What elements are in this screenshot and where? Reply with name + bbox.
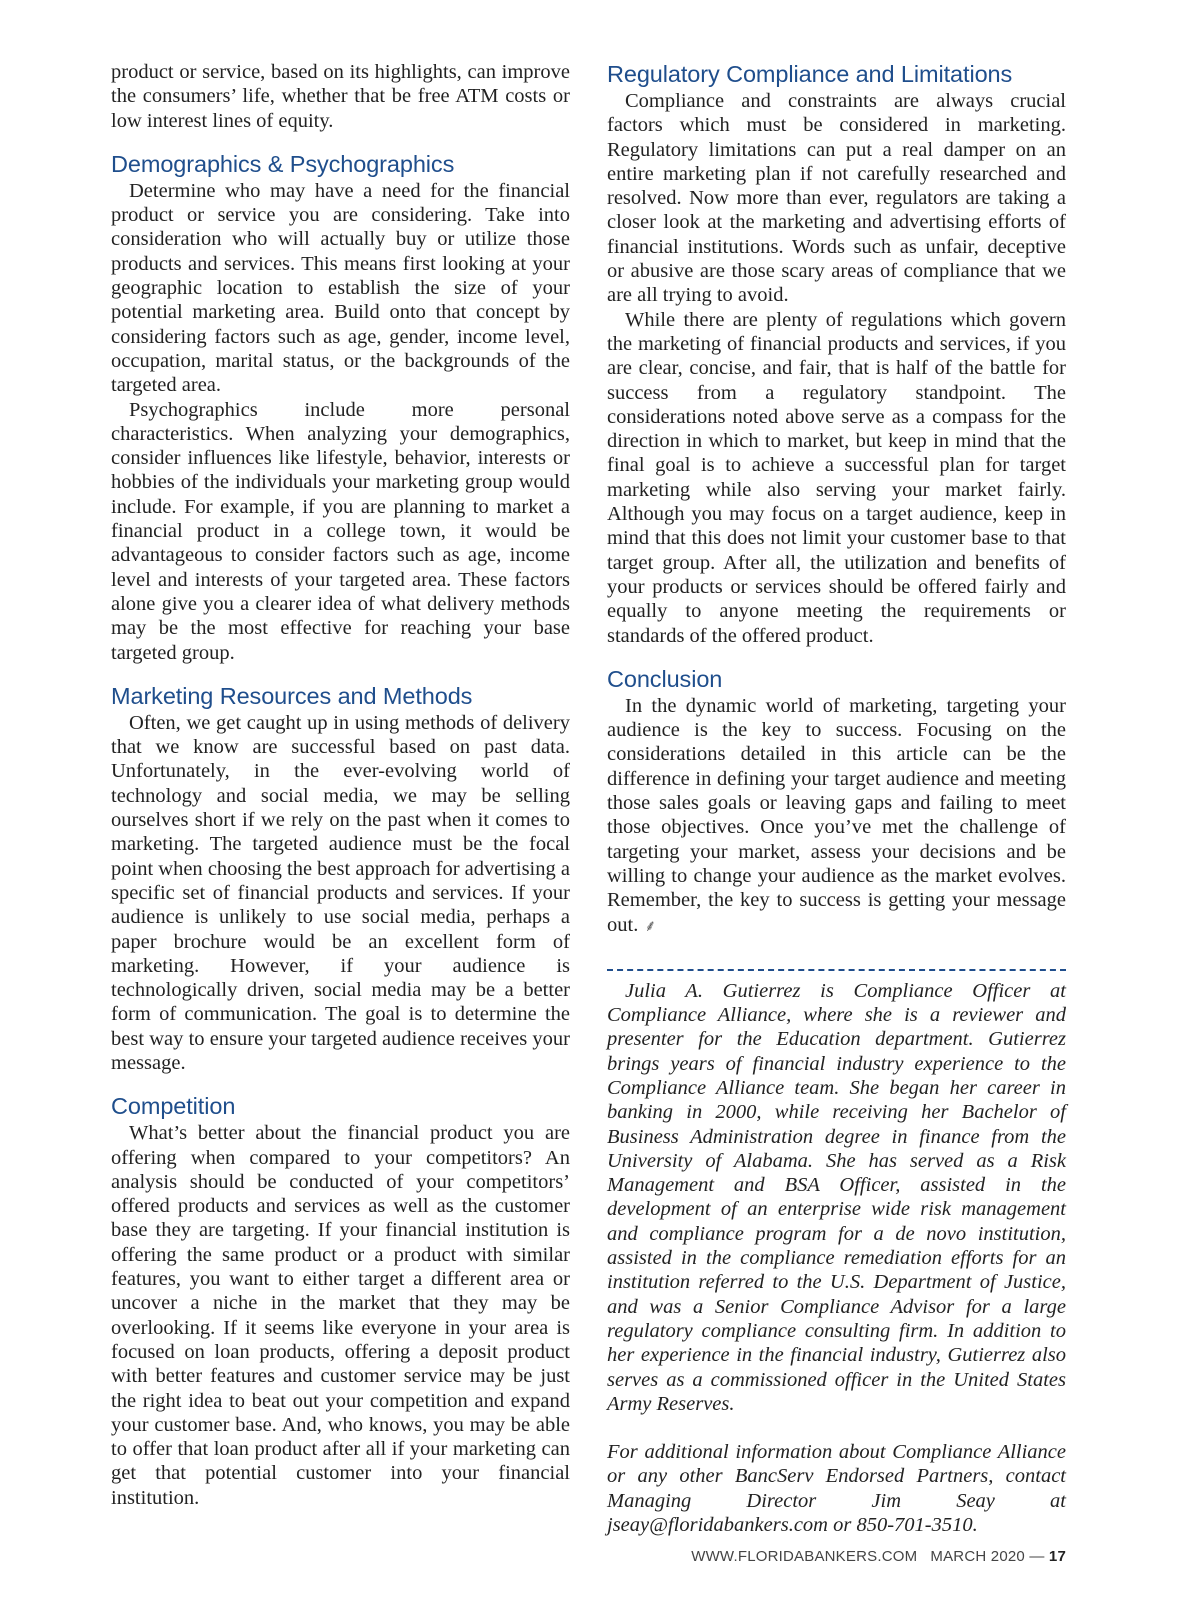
footer-website: WWW.FLORIDABANKERS.COM [691,1548,918,1565]
regulatory-paragraph-2: While there are plenty of regulations which govern the marketing of financial products and services, if you are clear, concise, and fair, that is half of the battle for success from a regulatory standpoint. The considerations noted above serve as a compass for the direction in which to market, but keep in mind that the final goal is to achieve a successful plan for target marketing while also serving your market fairly. Although you may focus on a target audience, keep in mind that this does not limit your customer base to that target group. After all, the utilization and benefits of your products or services should be offered fairly and equally to anyone meeting the requirements or standards of the offered product. [607,308,1066,647]
regulatory-paragraph-1: Compliance and constraints are always crucial factors which must be considered in marketing. Regulatory limitations can put a real damper on an entire marketing plan if not carefully researched and resolved. Now more than ever, regulators are taking a closer look at the marketing and advertising efforts of financial institutions. Words such as unfair, deceptive or abusive are those scary areas of compliance that we are all trying to avoid. [607,90,1066,307]
demographics-heading: Demographics & Psychographics [111,150,455,177]
intro-continued-paragraph: product or service, based on its highlights, can improve the consumers’ life, whether that be free ATM costs or low interest lines of equity. [111,61,570,132]
competition-paragraph-1: What’s better about the financial product you are offering when compared to your competitors? An analysis should be conducted of your competitors’ offered products and services as well as the customer base they are targeting. If your financial institution is offering the same product or a product with similar features, you want to either target a different area or uncover a niche in the market that they may be overlooking. If it seems like everyone in your area is focused on loan products, offering a deposit product with better features and customer service may be just the right idea to beat out your competition and expand your customer base. And, who knows, you may be able to offer that loan product after all if your marketing can get that potential customer into your financial institution. [111,1122,570,1509]
conclusion-heading: Conclusion [607,665,723,692]
page-number: 17 [1048,1548,1066,1565]
right-column [607,60,1066,1537]
demographics-paragraph-1: Determine who may have a need for the financial product or service you are considering. Take into consideration who will actually buy or utilize those products and services. This means first looking at your geographic location to establish the size of your potential marketing area. Build onto that concept by considering factors such as age, gender, income level, occupation, marital status, or the backgrounds of the targeted area. [111,179,570,397]
regulatory-heading: Regulatory Compliance and Limitations [607,61,1013,87]
competition-heading: Competition [111,1093,236,1120]
footer-issue-date: MARCH 2020 [930,1548,1025,1565]
conclusion-paragraph-1 [607,694,1066,939]
demographics-paragraph-2: Psychographics include more personal characteristics. When analyzing your demographics, consider influences like lifestyle, behavior, interests or hobbies of the individuals your marketing group would include. For example, if you are planning to market a financial product in a college town, it would be advantageous to consider factors such as age, income level and interests of your targeted area. These factors alone give you a clearer idea of what delivery methods may be the most effective for reaching your base targeted group. [111,398,570,664]
resources-paragraph-1: Often, we get caught up in using methods of delivery that we know are successful based on past data. Unfortunately, in the ever-evolving world of technology and social media, we may be selling ourselves short if we rely on the past when it comes to marketing. The targeted audience must be the focal point when choosing the best approach for advertising a specific set of financial products and services. If your audience is unlikely to use social media, perhaps a paper brochure would be an excellent form of marketing. However, if your audience is technologically driven, social media may be a better form of communication. The goal is to determine the best way to ensure your targeted audience receives your message. [111,711,570,1074]
article-end-mark-icon: ⸙ [644,917,657,935]
resources-heading: Marketing Resources and Methods [111,682,473,709]
left-column [111,60,570,1510]
author-bio-paragraph: Julia A. Gutierrez is Compliance Officer at Compliance Alliance, where she is a reviewer and presenter for the Education department. Gutierrez brings years of financial industry experience to the Compliance Alliance team. She began her career in banking in 2000, while receiving her Bachelor of Business Administration degree in finance from the University of Alabama. She has served as a Risk Management and BSA Officer, assisted in the development of an enterprise wide risk management and compliance program for a de novo institution, assisted in the compliance remediation efforts for an institution referred to the U.S. Department of Justice, and was a Senior Compliance Advisor for a large regulatory compliance consulting firm. In addition to her experience in the financial industry, Gutierrez also serves as a commissioned officer in the United States Army Reserves. [607,979,1066,1415]
conclusion-text: In the dynamic world of marketing, targeting your audience is the key to success. Focusing on the considerations detailed in this article can be the difference in defining your target audience and meeting those sales goals or leaving gaps and failing to meet those objectives. Once you’ve met the challenge of targeting your market, assess your decisions and be willing to change your audience as the market evolves. Remember, the key to success is getting your message out. [607,694,1066,936]
page-footer [691,1548,1066,1565]
bio-divider [607,969,1066,971]
author-bio [607,979,1066,1538]
footer-separator: — [1029,1548,1045,1565]
contact-info-paragraph: For additional information about Compliance Alliance or any other BancServ Endorsed Partners, contact Managing Director Jim Seay at jseay@floridabankers.com or 850-701-3510. [607,1441,1066,1537]
